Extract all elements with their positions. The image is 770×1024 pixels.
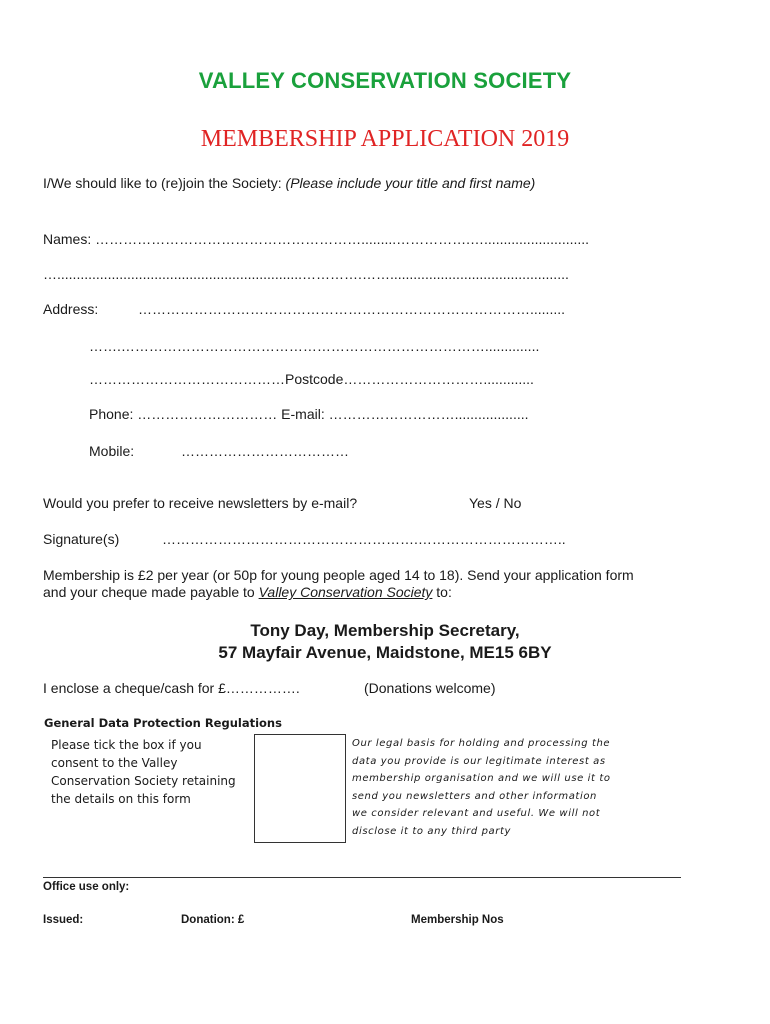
- address-field-line2[interactable]: …….……………………………………………………………………..............: [89, 338, 540, 354]
- address-field-line1[interactable]: ………………………………………………………………………….........: [138, 301, 566, 317]
- address-label: Address:: [43, 301, 99, 317]
- office-use-title: Office use only:: [43, 881, 130, 893]
- gdpr-consent-checkbox[interactable]: [254, 734, 346, 843]
- mobile-label: Mobile:: [89, 443, 135, 459]
- membership-fee-line2: [43, 584, 452, 600]
- membership-fee-line1: Membership is £2 per year (or 50p for young people aged 14 to 18). Send your application form: [43, 567, 634, 583]
- gdpr-consent-text: Please tick the box if you consent to the Valley Conservation Society retaining the details on this form: [51, 738, 236, 806]
- intro-note: (Please include your title and first name): [285, 175, 536, 191]
- phone-email-field[interactable]: Phone: ………………………… E-mail: ………………………...................: [89, 406, 529, 422]
- form-subtitle: MEMBERSHIP APPLICATION 2019: [200, 126, 570, 152]
- society-title: VALLEY CONSERVATION SOCIETY: [198, 68, 572, 93]
- names-field-line2[interactable]: …...............................................................………….……..............................................: [43, 266, 569, 282]
- signature-label: Signature(s): [43, 531, 120, 547]
- names-field-line1[interactable]: Names: ………………………………………………….........…………….…...........................: [43, 231, 590, 247]
- membership-nos-label: Membership Nos: [411, 914, 504, 926]
- intro-line: [43, 175, 535, 191]
- membership-to-text: to:: [432, 584, 452, 600]
- secretary-name: Tony Day, Membership Secretary,: [250, 621, 520, 640]
- section-divider: [43, 877, 681, 878]
- secretary-address: 57 Mayfair Avenue, Maidstone, ME15 6BY: [218, 643, 552, 662]
- gdpr-legal-text: Our legal basis for holding and processing the data you provide is our legitimate interest as membership organisation and we will use it to send you newsletters and other information we consider relevant and useful. We will not disclose it to any third party: [352, 738, 611, 837]
- payee-name: Valley Conservation Society: [258, 584, 433, 600]
- postcode-field[interactable]: ……………………………………Postcode………………………….............: [89, 371, 534, 387]
- newsletter-options[interactable]: Yes / No: [469, 495, 522, 511]
- donation-label: Donation: £: [181, 914, 245, 926]
- intro-text: I/We should like to (re)join the Society:: [43, 175, 286, 191]
- issued-label: Issued:: [43, 914, 84, 926]
- membership-payable-text: and your cheque made payable to: [43, 584, 259, 600]
- mobile-field[interactable]: ………………………………: [181, 443, 349, 459]
- signature-field[interactable]: ……………………………………………….…………………………..: [162, 531, 566, 547]
- newsletter-question: Would you prefer to receive newsletters by e-mail?: [43, 495, 358, 511]
- enclose-cheque-field[interactable]: I enclose a cheque/cash for £…………….: [43, 680, 300, 696]
- donations-note: (Donations welcome): [364, 680, 496, 696]
- gdpr-title: General Data Protection Regulations: [44, 716, 282, 730]
